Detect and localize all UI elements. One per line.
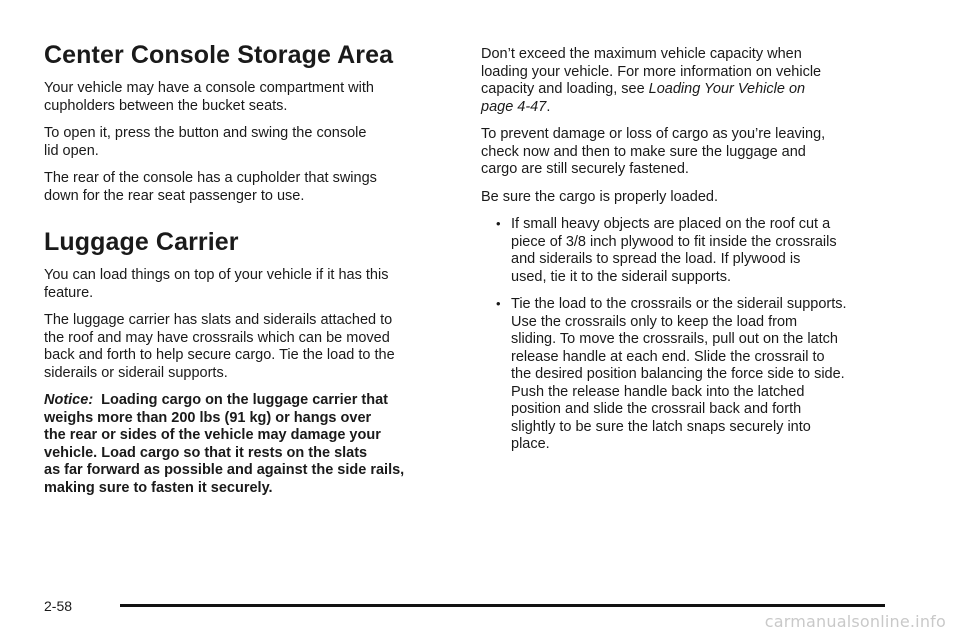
paragraph-text: .: [546, 98, 551, 115]
notice-paragraph: [44, 392, 452, 497]
list-item: [481, 296, 901, 454]
paragraph: Your vehicle may have a console compartment with cupholders between the bucket seats.: [44, 80, 374, 114]
paragraph: To open it, press the button and swing the console lid open.: [44, 125, 367, 159]
section-heading-center-console: Center Console Storage Area: [44, 41, 394, 69]
paragraph: To prevent damage or loss of cargo as you’re leaving, check now and then to make sure the luggage and cargo are still securely fastened.: [481, 126, 826, 177]
paragraph: You can load things on top of your vehicle if it has this feature.: [44, 267, 389, 301]
watermark: carmanualsonline.info: [764, 612, 946, 631]
list-item: [481, 216, 901, 286]
list-item-text: Tie the load to the crossrails or the siderail supports. Use the crossrails only to keep the load from sliding. To move the crossrails, pull out on the latch release handle at each end. Slide the crossrail to the desired position balancing the force side to side. Push the release handle back into the latched position and slide the crossrail back and forth slightly to be sure the latch snaps securely into place.: [511, 296, 847, 452]
paragraph: [481, 46, 901, 116]
cross-reference-link[interactable]: Loading Your Vehicle on page 4-47: [481, 81, 806, 115]
bullet-list: [481, 216, 901, 454]
footer-divider: [120, 604, 885, 607]
paragraph: Be sure the cargo is properly loaded.: [481, 188, 718, 205]
page-number: 2-58: [44, 598, 73, 614]
right-column: [481, 46, 901, 464]
left-column: [44, 40, 452, 507]
notice-label: Notice:: [44, 392, 94, 408]
notice-text: Loading cargo on the luggage carrier that weighs more than 200 lbs (91 kg) or hangs over the rear or sides of the vehicle may damage your vehicle. Load cargo so that it rests on the slats as far forward as possible and against the side rails, making sure to fasten it securely.: [44, 392, 405, 496]
bullet-icon: •: [496, 216, 501, 231]
paragraph: The rear of the console has a cupholder that swings down for the rear seat passenger to use.: [44, 170, 377, 204]
bullet-icon: •: [496, 296, 501, 311]
list-item-text: If small heavy objects are placed on the roof cut a piece of 3/8 inch plywood to fit inside the crossrails and siderails to spread the load. If plywood is used, tie it to the siderail supports.: [511, 216, 837, 285]
paragraph: The luggage carrier has slats and siderails attached to the roof and may have crossrails which can be moved back and forth to help secure cargo. Tie the load to the siderails or siderail supports.: [44, 312, 395, 381]
paragraph-text: Don’t exceed the maximum vehicle capacity when loading your vehicle. For more information on vehicle capacity and loading, see: [481, 46, 822, 97]
section-heading-luggage-carrier: Luggage Carrier: [44, 228, 239, 256]
